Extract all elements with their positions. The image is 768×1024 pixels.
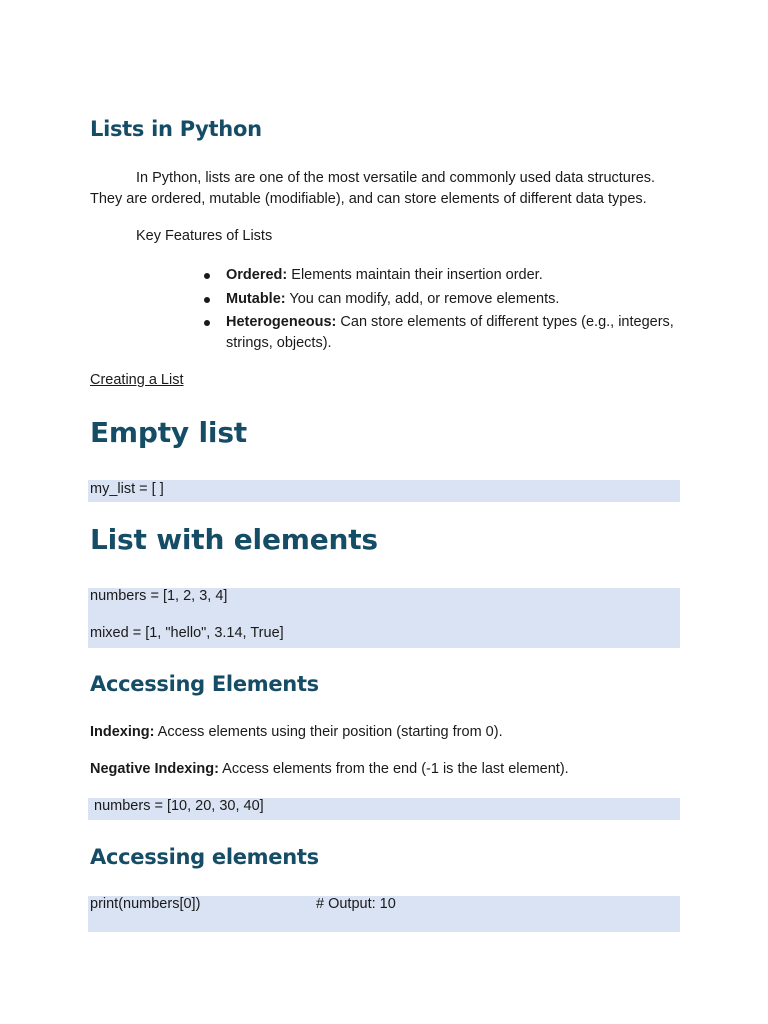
feature-term: Heterogeneous: <box>226 314 337 330</box>
code-line: mixed = [1, "hello", 3.14, True] <box>90 625 284 641</box>
list-item <box>200 265 680 286</box>
accessing-elements-heading: Accessing Elements <box>90 672 319 696</box>
negative-indexing-term: Negative Indexing: <box>90 761 219 777</box>
code-line: my_list = [ ] <box>90 481 164 497</box>
code-line: numbers = [10, 20, 30, 40] <box>90 798 264 814</box>
feature-text: You can modify, add, or remove elements. <box>285 290 560 307</box>
code-block-empty-list <box>88 480 680 502</box>
negative-indexing-text: Access elements from the end (-1 is the last element). <box>218 761 569 777</box>
feature-term: Mutable: <box>226 290 286 307</box>
bullet-icon <box>204 297 210 303</box>
accessing-elements-heading-2: Accessing elements <box>90 845 319 869</box>
list-with-elements-heading: List with elements <box>90 523 378 556</box>
code-block-print <box>88 896 680 932</box>
code-block-numbers <box>88 798 680 820</box>
indexing-text: Access elements using their position (starting from 0). <box>154 724 503 740</box>
feature-text: Elements maintain their insertion order. <box>287 267 543 283</box>
features-list <box>200 265 680 357</box>
indexing-paragraph <box>90 722 680 743</box>
code-comment: # Output: 10 <box>316 896 396 912</box>
empty-list-heading: Empty list <box>90 416 247 449</box>
bullet-icon <box>204 320 210 326</box>
code-line: numbers = [1, 2, 3, 4] <box>90 588 228 604</box>
bullet-icon <box>204 273 210 279</box>
feature-text: Can store elements of different types (e.g., integers, strings, objects). <box>226 314 674 351</box>
code-block-list-with-elements <box>88 588 680 648</box>
list-item <box>200 312 680 354</box>
features-heading: Key Features of Lists <box>136 228 273 244</box>
feature-term: Ordered: <box>226 267 288 283</box>
list-item <box>200 289 680 310</box>
creating-list-link[interactable]: Creating a List <box>90 372 184 388</box>
intro-paragraph: In Python, lists are one of the most versatile and commonly used data structures. They are ordered, mutable (modifiable), and can store elements of different data types. <box>90 170 656 207</box>
indexing-term: Indexing: <box>90 724 155 740</box>
code-line: print(numbers[0]) <box>90 896 201 912</box>
page-title: Lists in Python <box>90 117 262 141</box>
negative-indexing-paragraph <box>90 759 680 780</box>
